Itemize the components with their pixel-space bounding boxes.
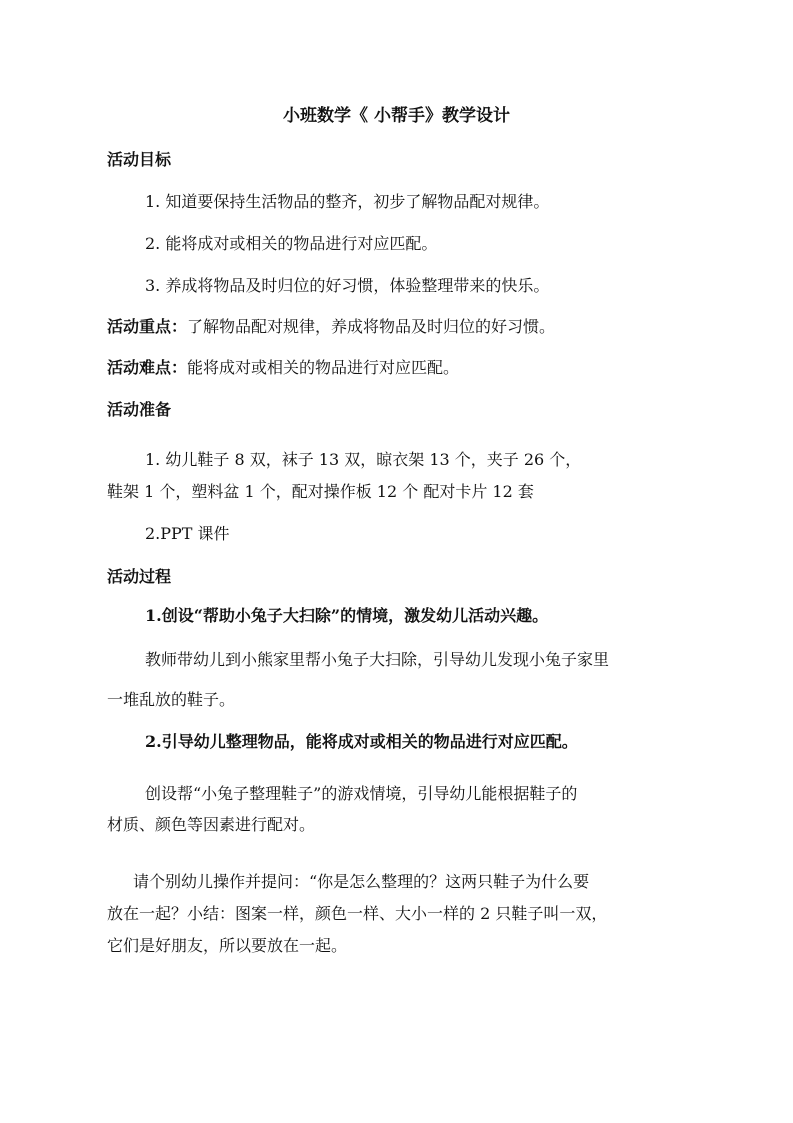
step-1-paragraph-line-1: 教师带幼儿到小熊家里帮小兔子大扫除，引导幼儿发现小兔子家里 bbox=[145, 650, 610, 669]
step-2-paragraph-1-line-2: 材质、颜色等因素进行配对。 bbox=[107, 815, 316, 834]
process-heading: 活动过程 bbox=[107, 567, 172, 586]
step-2-paragraph-2-line-3: 它们是好朋友，所以要放在一起。 bbox=[107, 936, 348, 955]
step-2-heading: 2.引导幼儿整理物品，能将成对或相关的物品进行对应匹配。 bbox=[145, 732, 578, 751]
prep-heading: 活动准备 bbox=[107, 400, 172, 419]
difficulty-label: 活动难点： bbox=[107, 358, 188, 377]
step-2-paragraph-2-line-1: 请个别幼儿操作并提问：“你是怎么整理的？这两只鞋子为什么要 bbox=[133, 872, 590, 891]
prep-item-1-line-1: 1. 幼儿鞋子 8 双，袜子 13 双，晾衣架 13 个，夹子 26 个， bbox=[145, 450, 582, 469]
step-1-paragraph-line-2: 一堆乱放的鞋子。 bbox=[107, 690, 236, 709]
key-point-label: 活动重点： bbox=[107, 317, 188, 336]
difficulty-text: 能将成对或相关的物品进行对应匹配。 bbox=[187, 358, 460, 377]
difficulty-line bbox=[107, 358, 459, 378]
prep-item-2: 2.PPT 课件 bbox=[145, 524, 230, 543]
goal-item-2: 2. 能将成对或相关的物品进行对应匹配。 bbox=[145, 234, 438, 253]
goal-item-3: 3. 养成将物品及时归位的好习惯，体验整理带来的快乐。 bbox=[145, 276, 550, 295]
document-title: 小班数学《 小帮手》教学设计 bbox=[283, 106, 510, 126]
step-2-paragraph-1-line-1: 创设帮“小兔子整理鞋子”的游戏情境，引导幼儿能根据鞋子的 bbox=[145, 784, 578, 803]
goal-item-1: 1. 知道要保持生活物品的整齐，初步了解物品配对规律。 bbox=[145, 192, 550, 211]
goals-heading: 活动目标 bbox=[107, 150, 172, 169]
key-point-text: 了解物品配对规律，养成将物品及时归位的好习惯。 bbox=[187, 317, 556, 336]
prep-item-1-line-2: 鞋架 1 个，塑料盆 1 个，配对操作板 12 个 配对卡片 12 套 bbox=[107, 482, 534, 501]
key-point-line bbox=[107, 317, 555, 337]
step-2-paragraph-2-line-2: 放在一起？小结：图案一样，颜色一样、大小一样的 2 只鞋子叫一双， bbox=[107, 904, 608, 923]
step-1-heading: 1.创设“帮助小兔子大扫除”的情境，激发幼儿活动兴趣。 bbox=[145, 606, 549, 625]
